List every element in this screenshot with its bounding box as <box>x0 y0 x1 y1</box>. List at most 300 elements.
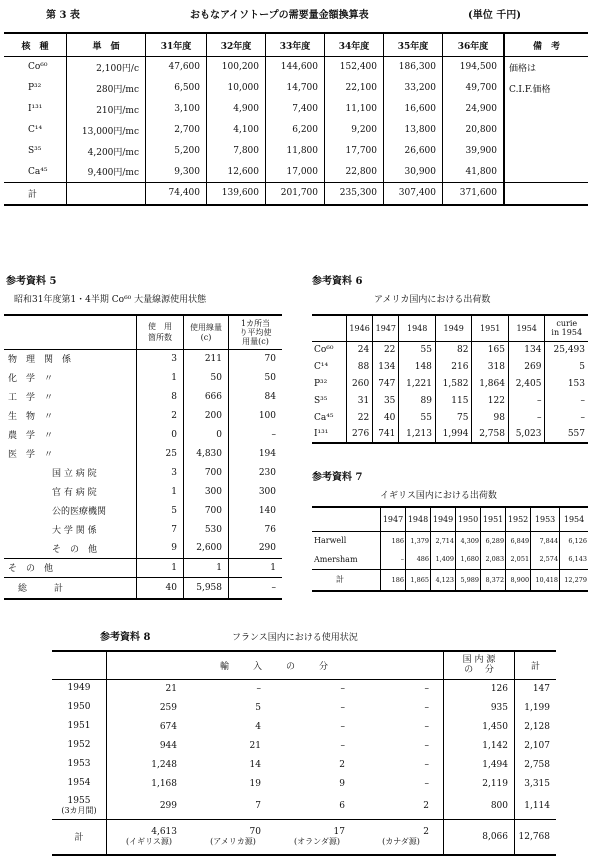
ref5-row <box>4 425 282 444</box>
ref6-nuclide: P³² <box>312 375 347 392</box>
ref6-cell: – <box>580 412 585 423</box>
ref7-cell: 1,409 <box>431 550 456 569</box>
sites-cell: 0 <box>137 425 184 444</box>
price-cell: 2,100円/c <box>67 57 146 78</box>
avg-cell: 1 <box>270 562 276 573</box>
nuclide-cell: C¹⁴ <box>4 120 67 141</box>
dose-cell: 300 <box>184 482 229 501</box>
ref6-row <box>312 358 588 375</box>
ref8-import-cell: 944 <box>159 740 177 751</box>
dose-cell: 1 <box>184 558 229 577</box>
ref8-total-value: 2 <box>423 826 429 837</box>
ref7-cell: 6,289 <box>481 531 506 550</box>
ref8-total-cell: 2,107 <box>524 740 550 751</box>
ref6-row <box>312 392 588 409</box>
ref8-col-import: 輸 入 の 分 <box>107 651 444 679</box>
row-label: 生 物 〃 <box>4 406 137 425</box>
ref8-year-label: 1953 <box>67 759 91 769</box>
ref6-cell: 89 <box>399 392 436 409</box>
col-price: 単 価 <box>67 33 146 57</box>
ref6-cell: 88 <box>347 358 373 375</box>
avg-cell: – <box>271 582 276 593</box>
ref7-cell: 4,309 <box>456 531 481 550</box>
sites-cell: 1 <box>137 368 184 387</box>
ref8-total-source: (カナダ源) <box>382 836 420 846</box>
sites-cell: 1 <box>137 482 184 501</box>
avg-cell: – <box>271 429 276 440</box>
ref7-year-header: 1949 <box>431 507 456 531</box>
ref6-row <box>312 426 588 443</box>
ref6-cell: 216 <box>435 358 472 375</box>
value-cell: 26,600 <box>384 141 443 162</box>
ref5-subrow <box>4 539 282 558</box>
value-cell: 22,100 <box>325 78 384 99</box>
ref8-import-cell: 6 <box>339 800 345 811</box>
ref7-cell: 486 <box>406 550 431 569</box>
row-label: 医 学 〃 <box>4 444 137 463</box>
table3-row <box>4 57 588 78</box>
ref7-cell: 10,418 <box>531 569 560 591</box>
ref8-total-row <box>52 819 556 855</box>
dose-cell: 0 <box>184 425 229 444</box>
value-cell: 186,300 <box>384 57 443 78</box>
value-cell: 152,400 <box>325 57 384 78</box>
value-cell: 4,900 <box>207 99 266 120</box>
ref7-cell: 2,714 <box>431 531 456 550</box>
dose-cell: 200 <box>184 406 229 425</box>
note-cell: 価格は <box>509 63 537 74</box>
total-cell: 74,400 <box>146 183 207 205</box>
ref8-total-value: 70 <box>249 826 261 837</box>
row-label: 大 学 関 係 <box>4 520 137 539</box>
dose-cell: 211 <box>184 349 229 368</box>
ref6-year-header: 1947 <box>373 315 399 341</box>
ref8-total-cell: 2,128 <box>524 721 550 732</box>
ref8-row <box>52 717 556 736</box>
total-cell: 307,400 <box>384 183 443 205</box>
ref6-cell: 82 <box>435 341 472 358</box>
ref6-table <box>312 314 588 444</box>
ref6-nuclide: I¹³¹ <box>312 426 347 443</box>
avg-cell: 140 <box>258 505 276 516</box>
ref8-year <box>52 717 107 736</box>
ref6-cell: 55 <box>399 409 436 426</box>
ref8-total-value: 4,613 <box>151 826 177 837</box>
ref8-year-label: 1951 <box>67 721 91 731</box>
ref6-cell: – <box>580 395 585 406</box>
ref8-year <box>52 774 107 793</box>
ref6-cell: – <box>508 392 545 409</box>
ref7-total-row <box>312 569 588 591</box>
ref6-cell: 22 <box>373 341 399 358</box>
ref5-label: 参考資料 5 <box>6 276 57 287</box>
ref8-total-cell: 1,114 <box>524 800 550 811</box>
ref7-cell: 1,379 <box>406 531 431 550</box>
value-cell: 7,400 <box>266 99 325 120</box>
value-cell: 33,200 <box>384 78 443 99</box>
ref6-cell: 557 <box>567 429 585 439</box>
sites-cell: 5 <box>137 501 184 520</box>
price-cell: 9,400円/mc <box>67 162 146 183</box>
ref7-year-header: 1953 <box>531 507 560 531</box>
ref6-cell: 122 <box>472 392 509 409</box>
ref6-nuclide: Ca⁴⁵ <box>312 409 347 426</box>
ref5-col-dose: 使用線量 (c) <box>184 315 229 349</box>
ref7-cell: 6,126 <box>568 536 587 545</box>
ref8-year-label: 1950 <box>67 702 91 712</box>
ref6-cell: 115 <box>435 392 472 409</box>
ref7-cell: 4,123 <box>431 569 456 591</box>
ref8-import-cell: 1,168 <box>151 778 177 789</box>
ref5-subrow <box>4 463 282 482</box>
note-cell <box>504 99 588 120</box>
ref8-total-source: (イギリス源) <box>125 836 173 846</box>
ref8-col-domestic: 国 内 源 の 分 <box>444 651 515 679</box>
ref8-import-cell: 299 <box>159 800 177 811</box>
ref7-cell: 6,849 <box>506 531 531 550</box>
row-label: 工 学 〃 <box>4 387 137 406</box>
ref8-year <box>52 755 107 774</box>
ref6-row <box>312 409 588 426</box>
avg-cell: 84 <box>264 391 276 402</box>
value-cell: 2,700 <box>146 120 207 141</box>
ref6-year-header: 1954 <box>508 315 545 341</box>
ref5-col-avg: 1カ所当 り平均使 用量(c) <box>239 318 272 346</box>
ref8-title: フランス国内における使用状況 <box>232 633 358 643</box>
ref6-cell: 1,221 <box>399 375 436 392</box>
total-cell: 371,600 <box>443 183 505 205</box>
ref7-cell: 7,844 <box>531 531 560 550</box>
ref6-nuclide: Co⁶⁰ <box>312 341 347 358</box>
value-cell: 39,900 <box>443 141 505 162</box>
dose-cell: 700 <box>184 463 229 482</box>
ref8-label: 参考資料 8 <box>100 632 151 643</box>
ref8-import-cell: 4 <box>255 721 261 732</box>
ref8-row <box>52 698 556 717</box>
ref8-import-cell: – <box>359 736 444 755</box>
ref7-year-header: 1951 <box>481 507 506 531</box>
ref8-import-cell: 259 <box>159 702 177 713</box>
ref5-subrow <box>4 482 282 501</box>
ref5-row <box>4 349 282 368</box>
ref8-row <box>52 755 556 774</box>
ref7-year-header: 1952 <box>506 507 531 531</box>
value-cell: 13,800 <box>384 120 443 141</box>
col-y33: 33年度 <box>266 33 325 57</box>
row-label: 国 立 病 院 <box>4 463 137 482</box>
note-cell <box>504 141 588 162</box>
row-label: 化 学 〃 <box>4 368 137 387</box>
value-cell: 11,800 <box>266 141 325 162</box>
value-cell: 9,200 <box>325 120 384 141</box>
sites-cell: 7 <box>137 520 184 539</box>
total-cell: 201,700 <box>266 183 325 205</box>
ref7-row <box>312 550 588 569</box>
ref6-cell: 1,213 <box>399 426 436 443</box>
ref6-cell: 5 <box>579 361 585 372</box>
ref8-import-cell: 21 <box>249 740 261 751</box>
ref8-total-label: 計 <box>52 819 107 855</box>
col-note: 備 考 <box>532 41 560 52</box>
value-cell: 144,600 <box>266 57 325 78</box>
ref6-cell: 269 <box>508 358 545 375</box>
ref7-cell: 186 <box>381 531 406 550</box>
ref8-import-cell: 2 <box>359 793 444 819</box>
ref6-cell: 55 <box>399 341 436 358</box>
value-cell: 17,700 <box>325 141 384 162</box>
ref7-cell: 8,900 <box>506 569 531 591</box>
nuclide-cell: I¹³¹ <box>4 99 67 120</box>
value-cell: 100,200 <box>207 57 266 78</box>
table3-row <box>4 141 588 162</box>
ref7-cell: 8,372 <box>481 569 506 591</box>
row-label: 総 計 <box>4 577 137 599</box>
sites-cell: 2 <box>137 406 184 425</box>
value-cell: 41,800 <box>443 162 505 183</box>
ref7-cell: 5,989 <box>456 569 481 591</box>
ref8-col-total: 計 <box>530 661 540 672</box>
value-cell: 5,200 <box>146 141 207 162</box>
ref6-cell: 5,023 <box>508 426 545 443</box>
ref8-total-import <box>107 819 192 855</box>
ref6-cell: 260 <box>347 375 373 392</box>
col-y31: 31年度 <box>146 33 207 57</box>
ref8-total-source: (アメリカ源) <box>210 836 256 846</box>
col-y34: 34年度 <box>325 33 384 57</box>
ref8-row <box>52 793 556 819</box>
ref7-cell: 6,143 <box>568 555 587 564</box>
value-cell: 12,600 <box>207 162 266 183</box>
ref8-domestic-cell: 126 <box>444 679 515 698</box>
ref6-year-header: 1949 <box>435 315 472 341</box>
ref8-year <box>52 736 107 755</box>
ref7-year-header: 1947 <box>381 507 406 531</box>
ref8-total-import <box>359 819 444 855</box>
col-y35: 35年度 <box>384 33 443 57</box>
sites-cell: 40 <box>137 577 184 599</box>
ref7-year-header: 1954 <box>563 514 585 524</box>
ref8-domestic-cell: 1,142 <box>444 736 515 755</box>
ref8-domestic-cell: 935 <box>444 698 515 717</box>
dose-cell: 50 <box>184 368 229 387</box>
value-cell: 11,100 <box>325 99 384 120</box>
price-cell: 4,200円/mc <box>67 141 146 162</box>
table3-row <box>4 78 588 99</box>
ref8-import-cell: 7 <box>255 800 261 811</box>
ref7-label: 参考資料 7 <box>312 472 363 483</box>
note-cell: C.I.F.価格 <box>509 84 551 95</box>
ref8-import-cell: – <box>359 679 444 698</box>
ref5-other-row <box>4 558 282 577</box>
sites-cell: 1 <box>137 558 184 577</box>
ref6-year-header: 1951 <box>472 315 509 341</box>
ref7-source: 計 <box>312 569 381 591</box>
ref6-cell: – <box>508 409 545 426</box>
avg-cell: 290 <box>258 543 276 554</box>
price-cell: 210円/mc <box>67 99 146 120</box>
ref8-total-cell: 2,758 <box>524 759 550 770</box>
ref5-table <box>4 314 282 600</box>
ref6-nuclide: C¹⁴ <box>312 358 347 375</box>
ref8-total-cell: 147 <box>532 683 550 694</box>
ref8-domestic-cell: 800 <box>444 793 515 819</box>
ref8-row <box>52 774 556 793</box>
ref8-row <box>52 736 556 755</box>
ref6-cell: 318 <box>472 358 509 375</box>
row-label: 公的医療機関 <box>4 501 137 520</box>
sites-cell: 8 <box>137 387 184 406</box>
ref8-total-import <box>275 819 359 855</box>
value-cell: 47,600 <box>146 57 207 78</box>
ref6-cell: 75 <box>435 409 472 426</box>
ref5-row <box>4 444 282 463</box>
ref7-cell: 2,051 <box>506 550 531 569</box>
ref6-cell: 148 <box>399 358 436 375</box>
dose-cell: 700 <box>184 501 229 520</box>
ref6-row <box>312 341 588 358</box>
ref8-year-note: (3カ月間) <box>61 805 97 815</box>
value-cell: 22,800 <box>325 162 384 183</box>
value-cell: 20,800 <box>443 120 505 141</box>
ref6-cell: 747 <box>373 375 399 392</box>
ref7-cell: 12,279 <box>564 575 587 584</box>
value-cell: 9,300 <box>146 162 207 183</box>
ref8-import-cell: 674 <box>159 721 177 732</box>
ref8-total-cell: 3,315 <box>524 778 550 789</box>
ref8-import-cell: 14 <box>249 759 261 770</box>
ref8-import-cell: – <box>359 755 444 774</box>
ref7-cell: 186 <box>381 569 406 591</box>
row-label: そ の 他 <box>4 539 137 558</box>
sites-cell: 9 <box>137 539 184 558</box>
table3-row <box>4 162 588 183</box>
table3-row <box>4 120 588 141</box>
avg-cell: 100 <box>258 410 276 421</box>
ref8-row <box>52 679 556 698</box>
ref6-cell: 134 <box>508 341 545 358</box>
value-cell: 24,900 <box>443 99 505 120</box>
ref8-table <box>52 650 556 856</box>
ref8-import-cell: 2 <box>339 759 345 770</box>
ref8-import-cell: – <box>359 698 444 717</box>
nuclide-cell: Ca⁴⁵ <box>4 162 67 183</box>
ref6-cell: 741 <box>373 426 399 443</box>
ref6-cell: 25,493 <box>553 344 585 355</box>
ref6-cell: 2,758 <box>472 426 509 443</box>
ref8-year-label: 1955 <box>67 795 91 806</box>
ref8-import-cell: – <box>340 702 345 713</box>
dose-cell: 530 <box>184 520 229 539</box>
dose-cell: 2,600 <box>184 539 229 558</box>
ref6-year-header: curie in 1954 <box>551 319 583 338</box>
table3-row <box>4 99 588 120</box>
note-cell <box>504 120 588 141</box>
col-y32: 32年度 <box>207 33 266 57</box>
value-cell: 49,700 <box>443 78 505 99</box>
ref7-cell: 1,865 <box>406 569 431 591</box>
ref7-row <box>312 531 588 550</box>
table3-unit: (単位 千円) <box>468 10 521 21</box>
ref6-cell: 1,994 <box>435 426 472 443</box>
ref6-year-header: 1946 <box>347 315 373 341</box>
ref6-cell: 35 <box>373 392 399 409</box>
value-cell: 6,500 <box>146 78 207 99</box>
nuclide-cell: S³⁵ <box>4 141 67 162</box>
ref6-label: 参考資料 6 <box>312 276 363 287</box>
ref6-cell: 22 <box>347 409 373 426</box>
value-cell: 6,200 <box>266 120 325 141</box>
ref8-import-cell: 5 <box>255 702 261 713</box>
value-cell: 14,700 <box>266 78 325 99</box>
ref8-year <box>52 793 107 819</box>
ref5-title: 昭和31年度第1・4半期 Co⁶⁰ 大量線源使用状態 <box>14 295 207 305</box>
ref6-cell: 153 <box>567 378 585 389</box>
ref8-total-source: (オランダ源) <box>294 836 340 846</box>
price-cell: 280円/mc <box>67 78 146 99</box>
ref8-total-value: 17 <box>333 826 345 837</box>
ref8-import-cell: – <box>340 683 345 694</box>
value-cell: 17,000 <box>266 162 325 183</box>
ref7-title: イギリス国内における出荷数 <box>380 491 497 501</box>
ref8-year <box>52 679 107 698</box>
row-label: そ の 他 <box>4 558 137 577</box>
ref8-domestic-cell: 2,119 <box>444 774 515 793</box>
price-cell: 13,000円/mc <box>67 120 146 141</box>
total-label: 計 <box>4 183 67 205</box>
ref6-cell: 1,864 <box>472 375 509 392</box>
sites-cell: 3 <box>137 349 184 368</box>
ref6-year-header: 1948 <box>399 315 436 341</box>
value-cell: 7,800 <box>207 141 266 162</box>
ref8-import-cell: 19 <box>249 778 261 789</box>
ref6-cell: 31 <box>347 392 373 409</box>
ref8-import-cell: 9 <box>339 778 345 789</box>
row-label: 官 有 病 院 <box>4 482 137 501</box>
ref6-cell: 24 <box>347 341 373 358</box>
table3-title: おもなアイソトープの需要量金額換算表 <box>190 10 369 21</box>
avg-cell: 50 <box>264 372 276 383</box>
value-cell: 194,500 <box>443 57 505 78</box>
nuclide-cell: Co⁶⁰ <box>4 57 67 78</box>
dose-cell: 4,830 <box>184 444 229 463</box>
ref6-row <box>312 375 588 392</box>
ref5-total-row <box>4 577 282 599</box>
total-cell: 235,300 <box>325 183 384 205</box>
ref8-year-label: 1949 <box>67 683 91 694</box>
ref6-title: アメリカ国内における出荷数 <box>374 295 491 305</box>
col-nuclide: 核 種 <box>4 33 67 57</box>
ref8-import-cell: – <box>256 683 261 694</box>
ref5-subrow <box>4 501 282 520</box>
avg-cell: 70 <box>264 353 276 364</box>
value-cell: 16,600 <box>384 99 443 120</box>
ref8-import-cell: 1,248 <box>151 759 177 770</box>
avg-cell: 194 <box>258 448 276 459</box>
note-cell <box>504 162 588 183</box>
ref7-year-header: 1950 <box>456 507 481 531</box>
ref6-cell: 1,582 <box>435 375 472 392</box>
ref6-nuclide: S³⁵ <box>312 392 347 409</box>
sites-cell: 25 <box>137 444 184 463</box>
ref5-row <box>4 368 282 387</box>
ref8-total-import <box>191 819 275 855</box>
ref7-cell: 2,083 <box>481 550 506 569</box>
table3-total-row <box>4 183 588 205</box>
dose-cell: 666 <box>184 387 229 406</box>
value-cell: 10,000 <box>207 78 266 99</box>
ref8-year <box>52 698 107 717</box>
value-cell: 3,100 <box>146 99 207 120</box>
